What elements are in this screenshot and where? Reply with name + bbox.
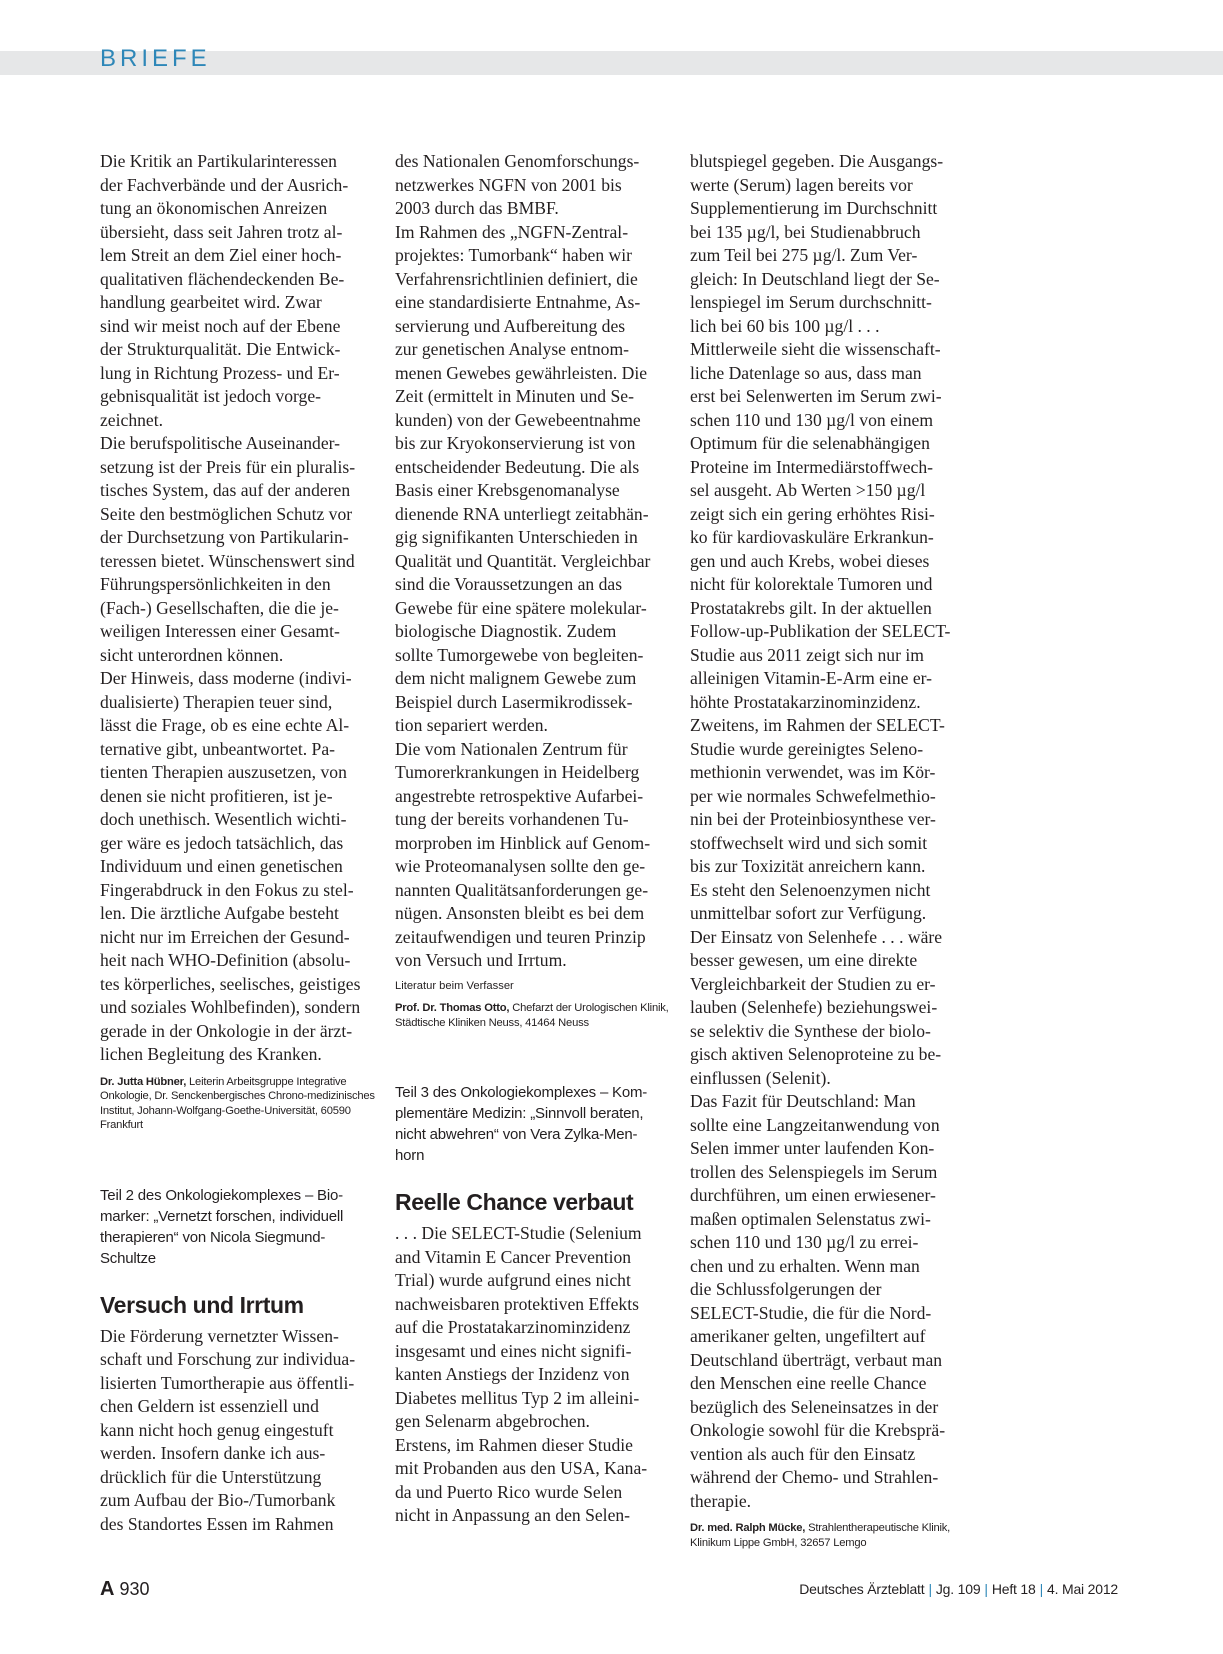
journal-volume: Jg. 109	[935, 1581, 981, 1597]
literature-note: Literatur beim Verfasser	[395, 979, 514, 992]
article-reference: Teil 3 des Onkologiekomplexes – Kom- plementäre Medizin: „Sinnvoll beraten, nicht abwehren“ von Vera Zylka-Men- horn	[395, 1084, 648, 1164]
section-label: BRIEFE	[100, 45, 211, 72]
journal-issue: Heft 18	[991, 1581, 1036, 1597]
signature-affiliation: Leiterin Arbeitsgruppe Integrative Onkologie, Dr. Senckenbergisches Chrono-medizinisches Institut, Johann-Wolfgang-Goethe-Universität, 60590 Frankfurt	[100, 1075, 375, 1131]
article-reference: Teil 2 des Onkologiekomplexes – Bio- marker: „Vernetzt forschen, individuell therapieren“ von Nicola Siegmund- Schultze	[100, 1186, 344, 1267]
column-3	[690, 150, 968, 1550]
separator: |	[928, 1581, 932, 1597]
journal-date: 4. Mai 2012	[1047, 1581, 1118, 1597]
journal-name: Deutsches Ärzteblatt	[799, 1581, 925, 1597]
column-1	[100, 150, 378, 1536]
signature-name: Dr. med. Ralph Mücke,	[690, 1522, 806, 1534]
signature-name: Prof. Dr. Thomas Otto,	[395, 1002, 510, 1014]
page-number	[100, 1578, 150, 1601]
letter-headline: Reelle Chance verbaut	[395, 1189, 634, 1215]
letter-body: Die Kritik an Partikularinteressen der Fachverbände und der Ausrich- tung an ökonomischen Anreizen übersieht, dass seit Jahren trotz al- lem Streit an dem Ziel einer hoch- qualitativen flächendeckenden Be- handlung gearbeitet wird. Zwar sind wir meist noch auf der Ebene der Strukturqualität. Die Entwick- lung in Richtung Prozess- und Er- gebnisqualität ist jedoch vorge- zeichnet. Die berufspolitische Auseinander- setzung ist der Preis für ein pluralis- tisches System, das auf der anderen Seite den bestmöglichen Schutz vor der Durchsetzung von Partikularin- teressen bietet. Wünschenswert sind Führungspersönlichkeiten in den (Fach-) Gesellschaften, die die je- weiligen Interessen einer Gesamt- sicht unterordnen können. Der Hinweis, dass moderne (indivi- dualisierte) Therapien teuer sind, lässt die Frage, ob es eine echte Al- ternative gibt, unbeantwortet. Pa- tienten Therapien auszusetzen, von denen sie nicht profitieren, ist je- doch unethisch. Wesentlich wichti- ger wäre es jedoch tatsächlich, das Individuum und einen genetischen Fingerabdruck in den Fokus zu stel- len. Die ärztliche Aufgabe besteht nicht nur im Erreichen der Gesund- heit nach WHO-Definition (absolu- tes körperliches, seelisches, geistiges und soziales Wohlbefinden), sondern gerade in der Onkologie in der ärzt- lichen Begleitung des Kranken.	[100, 151, 361, 1064]
letter-body: des Nationalen Genomforschungs- netzwerkes NGFN von 2001 bis 2003 durch das BMBF. Im Rahmen des „NGFN-Zentral- projektes: Tumorbank“ haben wir Verfahrensrichtlinien definiert, die eine standardisierte Entnahme, As- servierung und Aufbereitung des zur genetischen Analyse entnom- menen Gewebes gewährleisten. Die Zeit (ermittelt in Minuten und Se- kunden) von der Gewebeentnahme bis zur Kryokonservierung ist von entscheidender Bedeutung. Die als Basis einer Krebsgenomanalyse dienende RNA unterliegt zeitabhän- gig signifikanten Unterschieden in Qualität und Quantität. Vergleichbar sind die Voraussetzungen an das Gewebe für eine spätere molekular- biologische Diagnostik. Zudem sollte Tumorgewebe von begleiten- dem nicht malignem Gewebe zum Beispiel durch Lasermikrodissek- tion separiert werden. Die vom Nationalen Zentrum für Tumorerkrankungen in Heidelberg angestrebte retrospektive Aufarbei- tung der bereits vorhandenen Tu- morproben im Hinblick auf Genom- wie Proteomanalysen sollte den ge- nannten Qualitätsanforderungen ge- nügen. Ansonsten bleibt es bei dem zeitaufwendigen und teuren Prinzip von Versuch und Irrtum.	[395, 151, 651, 970]
page-prefix: A	[100, 1578, 115, 1600]
letter-body: blutspiegel gegeben. Die Ausgangs- werte (Serum) lagen bereits vor Supplementierung im Durchschnitt bei 135 µg/l, bei Studienabbruch zum Teil bei 275 µg/l. Zum Ver- gleich: In Deutschland liegt der Se- lenspiegel im Serum durchschnitt- lich bei 60 bis 100 µg/l . . . Mittlerweile sieht die wissenschaft- liche Datenlage so aus, dass man erst bei Selenwerten im Serum zwi- schen 110 und 130 µg/l von einem Optimum für die selenabhängigen Proteine im Intermediärstoffwech- sel ausgeht. Ab Werten >150 µg/l zeigt sich ein gering erhöhtes Risi- ko für kardiovaskuläre Erkrankun- gen und auch Krebs, wobei dieses nicht für kolorektale Tumoren und Prostatakrebs gilt. In der aktuellen Follow-up-Publikation der SELECT- Studie aus 2011 zeigt sich nur im alleinigen Vitamin-E-Arm eine er- höhte Prostatakarzinominzidenz. Zweitens, im Rahmen der SELECT- Studie wurde gereinigtes Seleno- methionin verwendet, was im Kör- per wie normales Schwefelmethio- nin bei der Proteinbiosynthese ver- stoffwechselt wird und sich somit bis zur Toxizität anreichern kann. Es steht den Selenoenzymen nicht unmittelbar sofort zur Verfügung. Der Einsatz von Selenhefe . . . wäre besser gewesen, um eine direkte Vergleichbarkeit der Studien zu er- lauben (Selenhefe) beziehungswei- se selektiv die Synthese der biolo- gisch aktiven Selenoproteine zu be- einflussen (Selenit). Das Fazit für Deutschland: Man sollte eine Langzeitanwendung von Selen immer unter laufenden Kon- trollen des Selenspiegels im Serum durchführen, um einen erwiesener- maßen optimalen Selenstatus zwi- schen 110 und 130 µg/l zu errei- chen und zu erhalten. Wenn man die Schlussfolgerungen der SELECT-Studie, die für die Nord- amerikaner gelten, ungefiltert auf Deutschland überträgt, verbaut man den Menschen eine reelle Chance bezüglich des Seleneinsatzes in der Onkologie sowohl für die Krebsprä- vention als auch für den Einsatz während der Chemo- und Strahlen- therapie.	[690, 151, 951, 1511]
journal-info	[799, 1581, 1118, 1597]
page-number-value: 930	[119, 1579, 150, 1599]
letter-body: Die Förderung vernetzter Wissen- schaft und Forschung zur individua- lisierten Tumortherapie aus öffentli- chen Geldern ist essenziell und kann nicht hoch genug eingestuft werden. Insofern danke ich aus- drücklich für die Unterstützung zum Aufbau der Bio-/Tumorbank des Standortes Essen im Rahmen	[100, 1325, 356, 1534]
letter-headline: Versuch und Irrtum	[100, 1291, 304, 1318]
letter-signature	[100, 1075, 378, 1133]
separator: |	[1039, 1581, 1044, 1597]
letter-signature	[395, 1001, 673, 1030]
signature-affiliation: Strahlentherapeutische Klinik, Klinikum Lippe GmbH, 32657 Lemgo	[690, 1522, 951, 1549]
column-2	[395, 150, 673, 1528]
separator: |	[984, 1581, 988, 1597]
signature-name: Dr. Jutta Hübner,	[100, 1075, 187, 1088]
letter-signature	[690, 1521, 968, 1550]
letter-body: . . . Die SELECT-Studie (Selenium and Vitamin E Cancer Prevention Trial) wurde aufgrund eines nicht nachweisbaren protektiven Effekts auf die Prostatakarzinominzidenz insgesamt und eines nicht signifi- kanten Anstiegs der Inzidenz von Diabetes mellitus Typ 2 im alleini- gen Selenarm abgebrochen. Erstens, im Rahmen dieser Studie mit Probanden aus den USA, Kana- da und Puerto Rico wurde Selen nicht in Anpassung an den Selen-	[395, 1223, 648, 1525]
signature-affiliation: Chefarzt der Urologischen Klinik, Städtische Kliniken Neuss, 41464 Neuss	[395, 1002, 669, 1029]
